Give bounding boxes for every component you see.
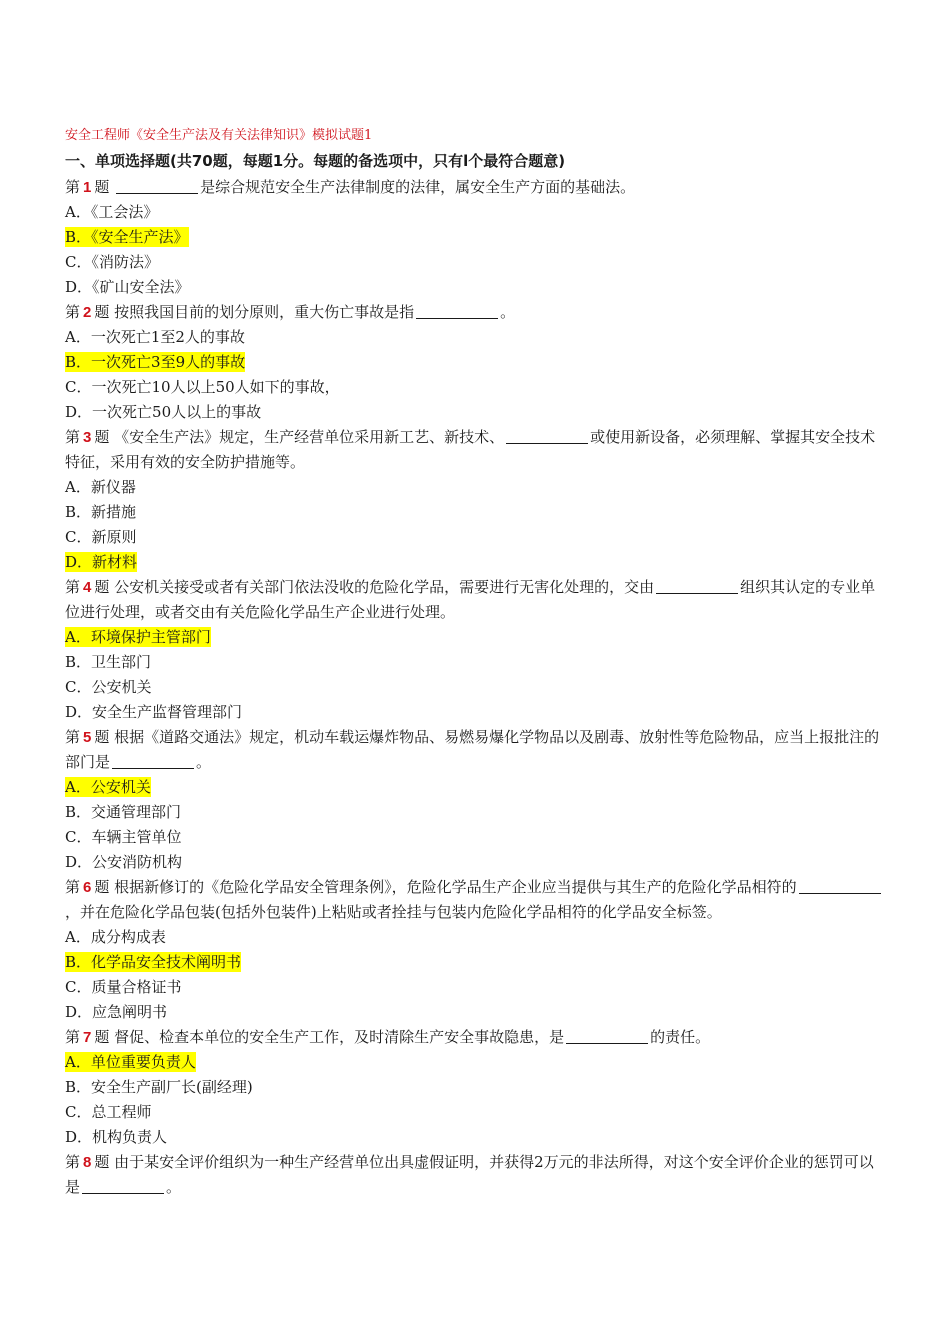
question-text-before: 按照我国目前的划分原则，重大伤亡事故是指	[114, 303, 415, 321]
answer-option	[65, 400, 883, 425]
question-item	[65, 725, 883, 875]
question-prefix: 第	[65, 578, 81, 596]
question-stem	[65, 175, 883, 200]
question-text-after: 。	[500, 303, 516, 321]
answer-option	[65, 525, 883, 550]
correct-option	[65, 225, 883, 250]
question-suffix: 题	[94, 1153, 115, 1171]
option-text: B．新措施	[65, 503, 137, 521]
answer-blank	[656, 577, 738, 594]
option-text: C．《消防法》	[65, 253, 159, 271]
option-text: D．《矿山安全法》	[65, 278, 190, 296]
question-suffix: 题	[94, 1028, 115, 1046]
answer-blank	[416, 302, 498, 319]
question-suffix: 题	[94, 578, 115, 596]
option-text: C．一次死亡10人以上50人如下的事故，	[65, 378, 340, 396]
option-text: B．一次死亡3至9人的事故	[65, 353, 246, 371]
option-text: D．安全生产监督管理部门	[65, 703, 243, 721]
answer-option	[65, 250, 883, 275]
question-prefix: 第	[65, 428, 81, 446]
question-stem	[65, 725, 883, 775]
question-suffix: 题	[94, 178, 115, 196]
option-text: A．成分构成表	[65, 928, 166, 946]
correct-option	[65, 625, 883, 650]
option-text: C．质量合格证书	[65, 978, 182, 996]
answer-option	[65, 800, 883, 825]
question-text-before: 《安全生产法》规定，生产经营单位采用新工艺、新技术、	[114, 428, 505, 446]
answer-blank	[566, 1027, 648, 1044]
answer-option	[65, 825, 883, 850]
answer-option	[65, 675, 883, 700]
answer-option	[65, 975, 883, 1000]
question-number: 1	[83, 179, 92, 196]
question-text-before: 由于某安全评价组织为一种生产经营单位出具虚假证明，并获得2万元的非法所得，对这个安全评价企业的惩罚可以是	[65, 1153, 874, 1196]
answer-option	[65, 650, 883, 675]
question-text-after: 。	[196, 753, 212, 771]
answer-option	[65, 1100, 883, 1125]
question-stem	[65, 425, 883, 475]
question-list	[65, 175, 883, 1200]
question-item	[65, 300, 883, 425]
option-text: A．《工会法》	[65, 203, 159, 221]
option-text: B．交通管理部门	[65, 803, 182, 821]
question-text-after: 的责任。	[650, 1028, 711, 1046]
answer-blank	[82, 1177, 164, 1194]
answer-blank	[116, 177, 198, 194]
answer-blank	[799, 877, 881, 894]
question-suffix: 题	[94, 428, 115, 446]
option-text: C．公安机关	[65, 678, 152, 696]
question-stem	[65, 300, 883, 325]
option-text: A．公安机关	[65, 778, 151, 796]
question-prefix: 第	[65, 878, 81, 896]
option-text: D．新材料	[65, 553, 138, 571]
option-text: B．化学品安全技术阐明书	[65, 953, 242, 971]
question-number: 2	[83, 304, 92, 321]
answer-option	[65, 850, 883, 875]
correct-option	[65, 550, 883, 575]
answer-option	[65, 500, 883, 525]
question-suffix: 题	[94, 303, 115, 321]
question-number: 7	[83, 1029, 92, 1046]
document-page	[65, 126, 883, 1200]
question-stem	[65, 875, 883, 925]
question-number: 5	[83, 729, 92, 746]
answer-option	[65, 200, 883, 225]
option-text: C．总工程师	[65, 1103, 152, 1121]
question-stem	[65, 1025, 883, 1050]
option-text: D．机构负责人	[65, 1128, 168, 1146]
question-text-after: 。	[166, 1178, 182, 1196]
question-number: 8	[83, 1154, 92, 1171]
question-text-before: 根据新修订的《危险化学品安全管理条例》，危险化学品生产企业应当提供与其生产的危险化学品相符的	[114, 878, 797, 896]
question-item	[65, 425, 883, 575]
answer-option	[65, 700, 883, 725]
option-text: D．应急阐明书	[65, 1003, 168, 1021]
correct-option	[65, 1050, 883, 1075]
question-text-after: 组织其认定的专业单位进行处理，或者交由有关危险化学品生产企业进行处理。	[65, 578, 876, 621]
question-item	[65, 875, 883, 1025]
correct-option	[65, 775, 883, 800]
question-item	[65, 1150, 883, 1200]
question-item	[65, 575, 883, 725]
answer-option	[65, 325, 883, 350]
question-number: 3	[83, 429, 92, 446]
question-prefix: 第	[65, 303, 81, 321]
answer-blank	[112, 752, 194, 769]
question-stem	[65, 575, 883, 625]
question-prefix: 第	[65, 728, 81, 746]
option-text: B．安全生产副厂长(副经理)	[65, 1078, 253, 1096]
answer-option	[65, 1125, 883, 1150]
option-text: B．卫生部门	[65, 653, 152, 671]
question-text-after: 或使用新设备，必须理解、掌握其安全技术特征，采用有效的安全防护措施等。	[65, 428, 876, 471]
question-prefix: 第	[65, 1028, 81, 1046]
correct-option	[65, 350, 883, 375]
option-text: A．新仪器	[65, 478, 136, 496]
question-text-after: 是综合规范安全生产法律制度的法律，属安全生产方面的基础法。	[200, 178, 636, 196]
question-prefix: 第	[65, 1153, 81, 1171]
question-suffix: 题	[94, 878, 115, 896]
option-text: A．单位重要负责人	[65, 1053, 196, 1071]
option-text: B．《安全生产法》	[65, 228, 189, 246]
option-text: A．环境保护主管部门	[65, 628, 211, 646]
answer-option	[65, 275, 883, 300]
option-text: C．新原则	[65, 528, 137, 546]
question-item	[65, 1025, 883, 1150]
answer-option	[65, 1000, 883, 1025]
question-stem	[65, 1150, 883, 1200]
question-number: 6	[83, 879, 92, 896]
option-text: D．一次死亡50人以上的事故	[65, 403, 262, 421]
answer-option	[65, 475, 883, 500]
document-title: 安全工程师《安全生产法及有关法律知识》模拟试题1	[65, 128, 373, 143]
option-text: C．车辆主管单位	[65, 828, 182, 846]
option-text: A．一次死亡1至2人的事故	[65, 328, 245, 346]
answer-option	[65, 375, 883, 400]
question-number: 4	[83, 579, 92, 596]
correct-option	[65, 950, 883, 975]
question-text-before: 督促、检查本单位的安全生产工作，及时清除生产安全事故隐患，是	[114, 1028, 565, 1046]
question-text-before: 公安机关接受或者有关部门依法没收的危险化学品，需要进行无害化处理的，交由	[114, 578, 655, 596]
answer-blank	[506, 427, 588, 444]
question-text-before: 根据《道路交通法》规定，机动车载运爆炸物品、易燃易爆化学物品以及剧毒、放射性等危险物品，应当上报批注的部门是	[65, 728, 880, 771]
question-text-after: ，并在危险化学品包装(包括外包装件)上粘贴或者拴挂与包装内危险化学品相符的化学品安全标签。	[65, 903, 722, 921]
option-text: D．公安消防机构	[65, 853, 183, 871]
answer-option	[65, 1075, 883, 1100]
question-prefix: 第	[65, 178, 81, 196]
section-title: 一、单项选择题(共70题，每题1分。每题的备选项中，只有l个最符合题意)	[65, 152, 566, 170]
question-suffix: 题	[94, 728, 115, 746]
question-item	[65, 175, 883, 300]
answer-option	[65, 925, 883, 950]
